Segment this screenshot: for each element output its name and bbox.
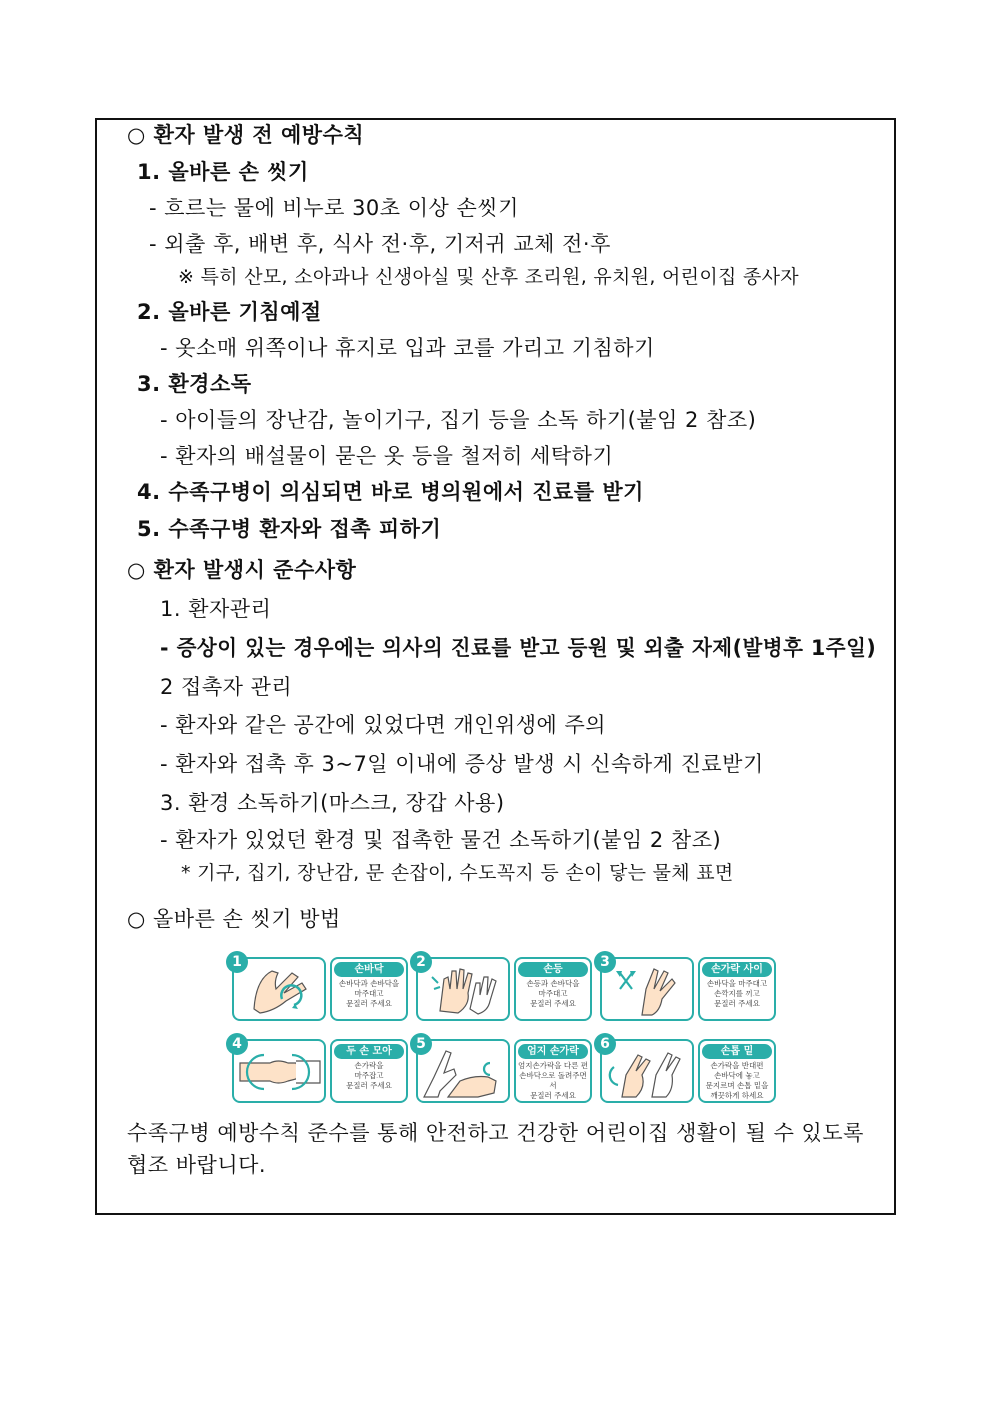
step-number: 6: [594, 1033, 616, 1055]
onset-item2-line1: - 환자와 같은 공간에 있었다면 개인위생에 주의: [160, 713, 607, 737]
onset-item3-line1-wrap: [160, 827, 721, 853]
onset-item1-line1: - 증상이 있는 경우에는 의사의 진료를 받고 등원 및 외출 자제(발병후 1주일): [160, 636, 877, 660]
prevention-heading: ○ 환자 발생 전 예방수칙: [127, 123, 365, 147]
handwash-step-6: [600, 1036, 778, 1109]
step-title: 손바닥: [334, 962, 404, 977]
step-number: 5: [410, 1033, 432, 1055]
prevention-item1-note-wrap: [178, 264, 799, 290]
prevention-item2-title: 2. 올바른 기침예절: [137, 300, 322, 324]
handwash-step-3: [600, 954, 778, 1027]
step-description: 손등과 손바닥을 마주대고 문질러 주세요: [526, 979, 580, 1008]
prevention-item1-note: ※ 특히 산모, 소아과나 신생아실 및 산후 조리원, 유치원, 어린이집 종사자: [178, 266, 799, 288]
closing-line1: 수족구병 예방수칙 준수를 통해 안전하고 건강한 어린이집 생활이 될 수 있도록: [127, 1121, 864, 1145]
prevention-item5-title: 5. 수족구병 환자와 접촉 피하기: [137, 517, 442, 541]
onset-item1-line1-wrap: [160, 635, 893, 661]
prevention-item1-line2: - 외출 후, 배변 후, 식사 전·후, 기저귀 교체 전·후: [149, 232, 611, 256]
handwash-steps-panel: [232, 953, 780, 1105]
step-title: 손톱 밑: [702, 1044, 772, 1059]
prevention-item3-line2: - 환자의 배설물이 묻은 옷 등을 철저히 세탁하기: [160, 444, 614, 468]
handwash-step-2: [416, 954, 594, 1027]
step-number: 2: [410, 951, 432, 973]
step-caption: [514, 1039, 592, 1103]
prevention-item1-title: 1. 올바른 손 씻기: [137, 160, 309, 184]
step-caption: [698, 957, 776, 1021]
onset-item3-note-wrap: [181, 860, 734, 886]
prevention-item1-line1: - 흐르는 물에 비누로 30초 이상 손씻기: [149, 196, 519, 220]
prevention-item3-title: 3. 환경소독: [137, 372, 252, 396]
step-number: 4: [226, 1033, 248, 1055]
step-description: 엄지손가락을 다른 편 손바닥으로 돌려주면서 문질러 주세요: [518, 1061, 588, 1100]
prevention-item3-line1-wrap: [160, 407, 756, 433]
step-description: 손바닥을 마주대고 손깍지를 끼고 문질러 주세요: [706, 979, 768, 1008]
step-description: 손가락을 마주잡고 문질러 주세요: [346, 1061, 392, 1090]
step-title: 두 손 모아: [334, 1044, 404, 1059]
onset-item2-title: 2 접촉자 관리: [160, 675, 293, 699]
closing-line1-wrap: [127, 1120, 864, 1146]
handwash-step-1: [232, 954, 410, 1027]
handwash-step-5: [416, 1036, 594, 1109]
prevention-item4-title-wrap: [137, 479, 644, 505]
step-caption: [330, 1039, 408, 1103]
step-description: 손바닥과 손바닥을 마주대고 문질러 주세요: [338, 979, 400, 1008]
onset-item3-title: 3. 환경 소독하기(마스크, 장갑 사용): [160, 791, 505, 815]
step-title: 손가락 사이: [702, 962, 772, 977]
onset-item3-note: * 기구, 집기, 장난감, 문 손잡이, 수도꼭지 등 손이 닿는 물체 표면: [181, 862, 734, 884]
step-number: 1: [226, 951, 248, 973]
onset-item1-title: 1. 환자관리: [160, 597, 272, 621]
step-description: 손가락을 반대편 손바닥에 놓고 문지르며 손톱 밑을 깨끗하게 하세요: [705, 1061, 769, 1100]
prevention-item3-line1: - 아이들의 장난감, 놀이기구, 집기 등을 소독 하기(붙임 2 참조): [160, 408, 757, 432]
step-caption: [514, 957, 592, 1021]
step-caption: [698, 1039, 776, 1103]
handwash-step-4: [232, 1036, 410, 1109]
onset-item3-line1: - 환자가 있었던 환경 및 접촉한 물건 소독하기(붙임 2 참조): [160, 828, 722, 852]
closing-line2: 협조 바랍니다.: [127, 1153, 267, 1177]
step-title: 엄지 손가락: [518, 1044, 588, 1059]
onset-item2-line2-wrap: [160, 751, 764, 777]
prevention-item2-line1: - 옷소매 위쪽이나 휴지로 입과 코를 가리고 기침하기: [160, 336, 655, 360]
handwash-heading: ○ 올바른 손 씻기 방법: [127, 907, 341, 931]
onset-heading: ○ 환자 발생시 준수사항: [127, 558, 357, 582]
onset-item2-line2: - 환자와 접촉 후 3~7일 이내에 증상 발생 시 신속하게 진료받기: [160, 752, 764, 776]
prevention-item4-title: 4. 수족구병이 의심되면 바로 병의원에서 진료를 받기: [137, 480, 644, 504]
step-number: 3: [594, 951, 616, 973]
step-caption: [330, 957, 408, 1021]
step-title: 손등: [518, 962, 588, 977]
